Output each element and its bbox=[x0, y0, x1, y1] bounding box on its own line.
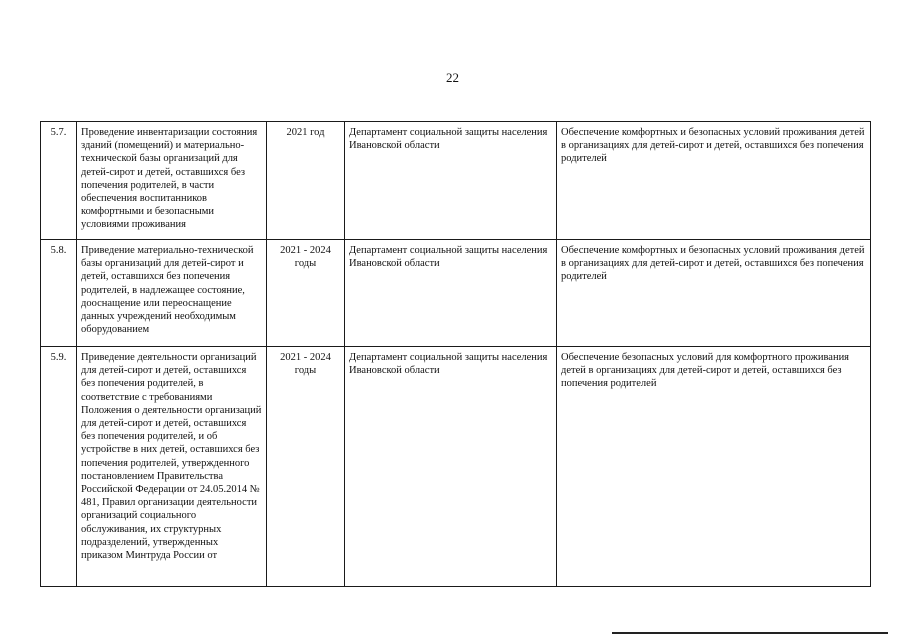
item-number: 5.8. bbox=[41, 240, 77, 347]
implementation-term: 2021 - 2024 годы bbox=[267, 240, 345, 347]
expected-result: Обеспечение комфортных и безопасных условий проживания детей в организациях для детей-сирот и детей, оставшихся без попечения родителей bbox=[557, 122, 871, 240]
responsible-executor: Департамент социальной защиты населения Ивановской области bbox=[345, 347, 557, 587]
measure-name: Приведение материально-технической базы организаций для детей-сирот и детей, оставшихся без попечения родителей, в надлежащее состояние, дооснащение или переоснащение данных учреждений необходимым оборудованием bbox=[77, 240, 267, 347]
implementation-term: 2021 год bbox=[267, 122, 345, 240]
scan-edge-line bbox=[612, 632, 888, 634]
measures-table bbox=[40, 121, 871, 587]
page-number: 22 bbox=[446, 70, 459, 85]
measure-name: Проведение инвентаризации состояния зданий (помещений) и материально-технической базы организаций для детей-сирот и детей, оставшихся без попечения родителей, в части обеспечения воспитанников комфортными и безопасными условиями проживания bbox=[77, 122, 267, 240]
item-number: 5.7. bbox=[41, 122, 77, 240]
measure-name: Приведение деятельности организаций для детей-сирот и детей, оставшихся без попечения родителей, в соответствие с требованиями Положения о деятельности организаций для детей-сирот и детей, оставшихся без попечения родителей, и об устройстве в них детей, оставшихся без попечения родителей, утвержденного постановлением Правительства Российской Федерации от 24.05.2014 № 481, Правил организации деятельности организаций социального обслуживания, их структурных подразделений, утвержденных приказом Минтруда России от bbox=[77, 347, 267, 587]
table-row bbox=[41, 240, 871, 347]
table-row bbox=[41, 122, 871, 240]
table-row bbox=[41, 347, 871, 587]
item-number: 5.9. bbox=[41, 347, 77, 587]
implementation-term: 2021 - 2024 годы bbox=[267, 347, 345, 587]
expected-result: Обеспечение комфортных и безопасных условий проживания детей в организациях для детей-сирот и детей, оставшихся без попечения родителей bbox=[557, 240, 871, 347]
responsible-executor: Департамент социальной защиты населения Ивановской области bbox=[345, 122, 557, 240]
expected-result: Обеспечение безопасных условий для комфортного проживания детей в организациях для детей-сирот и детей, оставшихся без попечения родителей bbox=[557, 347, 871, 587]
responsible-executor: Департамент социальной защиты населения Ивановской области bbox=[345, 240, 557, 347]
